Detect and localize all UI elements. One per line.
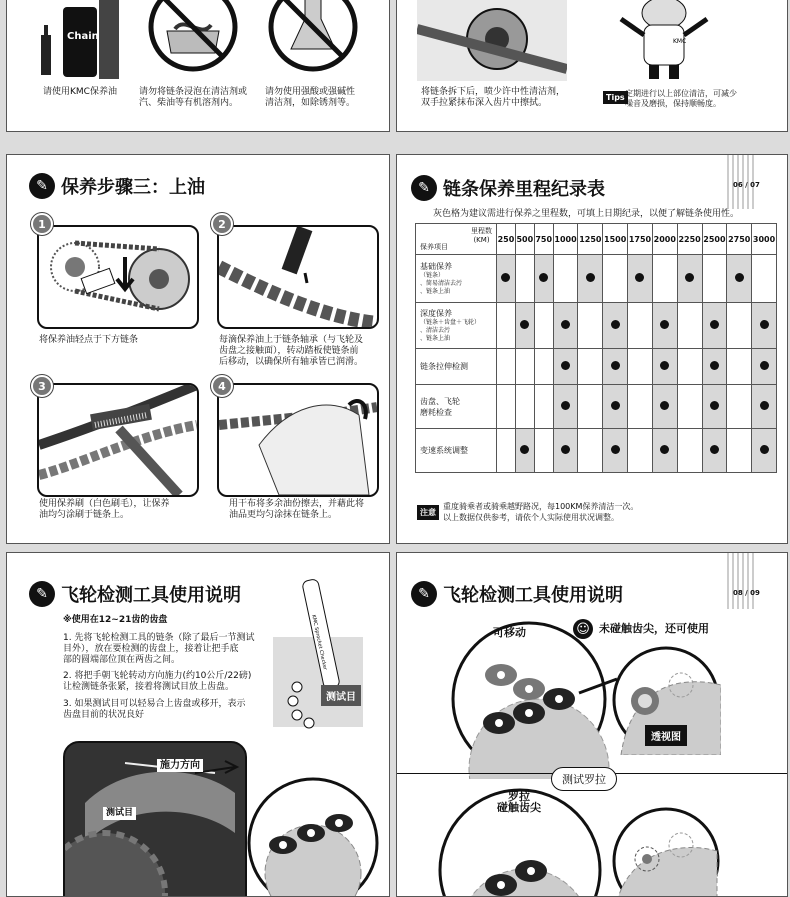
mileage-cell[interactable] bbox=[603, 385, 628, 429]
mileage-cell[interactable] bbox=[578, 303, 603, 349]
note-tag: 注意 bbox=[417, 505, 439, 520]
mileage-cell[interactable] bbox=[553, 349, 578, 385]
mileage-cell[interactable] bbox=[628, 385, 653, 429]
mascot-label: KMC bbox=[673, 38, 687, 45]
no-soak-icon bbox=[145, 0, 241, 75]
maintenance-item-name: 深度保养 bbox=[420, 309, 452, 318]
panel-tool-usage-right bbox=[396, 552, 788, 897]
tool-left-heading bbox=[29, 581, 241, 607]
maintenance-dot bbox=[635, 273, 644, 282]
mileage-cell[interactable] bbox=[603, 429, 628, 473]
note-text: 重度骑乘者或骑乘越野路况，每100KM保养清洁一次。 以上数据仅供参考，请依个人实际使用状况调整。 bbox=[443, 502, 639, 522]
step3-title: 保养步骤三：上油 bbox=[61, 177, 205, 198]
mileage-cell[interactable] bbox=[515, 385, 534, 429]
km-column-header: 2000 bbox=[652, 224, 677, 255]
mileage-cell[interactable] bbox=[497, 429, 516, 473]
step3-number: 3 bbox=[31, 375, 53, 397]
mileage-cell[interactable] bbox=[603, 303, 628, 349]
maintenance-item-name: 基础保养 bbox=[420, 262, 452, 271]
sprocket-checker-illustration bbox=[283, 579, 363, 729]
maintenance-dot bbox=[710, 320, 719, 329]
step4-number: 4 bbox=[211, 375, 233, 397]
mileage-cell[interactable] bbox=[534, 303, 553, 349]
instruction-2: 2. 将把手朝飞轮转动方向施力(约10公斤/22磅) 让检测链条张紧，接着将测试目放上齿盘。 bbox=[63, 671, 252, 692]
mileage-cell[interactable] bbox=[628, 349, 653, 385]
step2-number: 2 bbox=[211, 213, 233, 235]
mileage-heading bbox=[411, 175, 605, 201]
km-column-header: 1750 bbox=[628, 224, 653, 255]
mileage-subtitle: 灰色格为建议需进行保养之里程数，可填上日期纪录，以便了解链条使用性。 bbox=[433, 209, 740, 219]
table-row bbox=[416, 255, 777, 303]
step2-image bbox=[217, 225, 379, 329]
mileage-cell[interactable] bbox=[534, 349, 553, 385]
touch-perspective-illustration bbox=[611, 801, 721, 897]
mileage-cell[interactable] bbox=[727, 429, 752, 473]
mileage-cell[interactable] bbox=[534, 255, 553, 303]
mileage-cell[interactable] bbox=[603, 255, 628, 303]
wrench-icon: ✎ bbox=[29, 173, 55, 199]
maintenance-item-detail: （链条＋齿盘＋飞轮） 、清洁去污 、链条上油 bbox=[420, 319, 481, 342]
step4-image bbox=[217, 383, 379, 497]
no-acid-icon bbox=[265, 0, 361, 75]
maintenance-item-name: 变速系统调整 bbox=[420, 446, 468, 455]
step4-caption: 用干布将多余油份擦去，并藉此将 油品更均匀涂抹在链条上。 bbox=[229, 499, 365, 520]
mileage-cell[interactable] bbox=[752, 303, 777, 349]
maintenance-item bbox=[416, 255, 497, 303]
maintenance-dot bbox=[520, 320, 529, 329]
mileage-cell[interactable] bbox=[553, 255, 578, 303]
zoom-detail-illustration bbox=[243, 773, 383, 897]
maintenance-dot bbox=[685, 273, 694, 282]
panel-care-warnings bbox=[6, 0, 390, 132]
movable-circle-illustration bbox=[439, 619, 619, 779]
maintenance-dot bbox=[520, 445, 529, 454]
km-column-header: 1500 bbox=[603, 224, 628, 255]
mileage-cell[interactable] bbox=[677, 303, 702, 349]
bottle-label: Chain bbox=[67, 31, 99, 42]
mileage-cell[interactable] bbox=[752, 385, 777, 429]
mileage-cell[interactable] bbox=[677, 385, 702, 429]
maintenance-dot bbox=[611, 361, 620, 370]
sprocket-cleaning-illustration bbox=[417, 0, 567, 81]
maintenance-dot bbox=[660, 445, 669, 454]
mileage-cell[interactable] bbox=[702, 303, 727, 349]
mascot-illustration bbox=[609, 0, 719, 83]
mileage-cell[interactable] bbox=[677, 255, 702, 303]
km-header: 里程数 (KM) bbox=[471, 227, 492, 244]
step4-illustration bbox=[219, 385, 377, 495]
step1-number: 1 bbox=[31, 213, 53, 235]
maintenance-item-detail: （链条） 、简易清洁去污 、链条上油 bbox=[420, 272, 463, 295]
tool-note: ※使用在12~21齿的齿盘 bbox=[63, 615, 168, 625]
mileage-title: 链条保养里程纪录表 bbox=[443, 179, 605, 200]
mileage-cell[interactable] bbox=[752, 429, 777, 473]
step3-illustration bbox=[39, 385, 197, 495]
mileage-cell[interactable] bbox=[578, 429, 603, 473]
maintenance-dot bbox=[501, 273, 510, 282]
mileage-cell[interactable] bbox=[497, 255, 516, 303]
maintenance-dot bbox=[539, 273, 548, 282]
maintenance-item bbox=[416, 349, 497, 385]
mileage-cell[interactable] bbox=[628, 255, 653, 303]
smile-icon: ☺ bbox=[573, 619, 593, 639]
maintenance-dot bbox=[561, 320, 570, 329]
maintenance-dot bbox=[760, 445, 769, 454]
tool-right-title: 飞轮检测工具使用说明 bbox=[443, 585, 623, 606]
page-number: 08 / 09 bbox=[733, 589, 760, 597]
table-row bbox=[416, 349, 777, 385]
wrench-icon: ✎ bbox=[411, 581, 437, 607]
km-column-header: 2250 bbox=[677, 224, 702, 255]
label-perspective: 透视图 bbox=[645, 725, 687, 746]
km-column-header: 500 bbox=[515, 224, 534, 255]
maintenance-dot bbox=[611, 445, 620, 454]
mileage-cell[interactable] bbox=[534, 429, 553, 473]
mileage-cell[interactable] bbox=[628, 303, 653, 349]
maintenance-dot bbox=[586, 273, 595, 282]
mileage-cell[interactable] bbox=[652, 385, 677, 429]
mileage-cell[interactable] bbox=[702, 349, 727, 385]
maintenance-item bbox=[416, 385, 497, 429]
mileage-cell[interactable] bbox=[578, 385, 603, 429]
maintenance-item bbox=[416, 429, 497, 473]
mileage-cell[interactable] bbox=[497, 303, 516, 349]
item-header: 保养项目 bbox=[420, 243, 448, 251]
maintenance-dot bbox=[561, 401, 570, 410]
panel-cleaning-tips bbox=[396, 0, 788, 132]
panel-tool-usage-left bbox=[6, 552, 390, 897]
table-row bbox=[416, 385, 777, 429]
maintenance-dot bbox=[710, 401, 719, 410]
maintenance-dot bbox=[760, 401, 769, 410]
mileage-cell[interactable] bbox=[702, 255, 727, 303]
panel-mileage-record bbox=[396, 154, 788, 544]
mileage-cell[interactable] bbox=[515, 255, 534, 303]
panel-step3-oiling bbox=[6, 154, 390, 544]
step3-heading bbox=[29, 173, 205, 199]
mileage-cell[interactable] bbox=[578, 349, 603, 385]
mileage-cell[interactable] bbox=[652, 255, 677, 303]
mileage-table bbox=[415, 223, 777, 473]
km-column-header: 3000 bbox=[752, 224, 777, 255]
label-roller-touch: 罗拉 碰触齿尖 bbox=[497, 790, 541, 814]
maintenance-dot bbox=[735, 273, 744, 282]
mileage-cell[interactable] bbox=[497, 385, 516, 429]
mileage-cell[interactable] bbox=[702, 385, 727, 429]
label-still-usable: 未碰触齿尖，还可使用 bbox=[599, 622, 709, 635]
mileage-cell[interactable] bbox=[752, 255, 777, 303]
tool-right-heading bbox=[411, 581, 623, 607]
wrench-icon: ✎ bbox=[411, 175, 437, 201]
caption-clean-sprocket: 将链条拆下后，喷少许中性清洁剂， 双手拉紧抹布深入齿片中擦拭。 bbox=[421, 87, 566, 108]
maintenance-dot bbox=[611, 401, 620, 410]
wrench-icon: ✎ bbox=[29, 581, 55, 607]
maintenance-item bbox=[416, 303, 497, 349]
maintenance-dot bbox=[760, 320, 769, 329]
step3-caption: 使用保养刷（白色刷毛），让保养 油均匀涂刷于链条上。 bbox=[39, 499, 170, 520]
mileage-cell[interactable] bbox=[603, 349, 628, 385]
caption-no-acid: 请勿使用强酸或强碱性 清洁剂，如除锈剂等。 bbox=[265, 87, 356, 108]
mileage-cell[interactable] bbox=[677, 429, 702, 473]
mileage-cell[interactable] bbox=[515, 303, 534, 349]
mileage-cell[interactable] bbox=[578, 255, 603, 303]
km-column-header: 1250 bbox=[578, 224, 603, 255]
maintenance-dot bbox=[611, 320, 620, 329]
mileage-cell[interactable] bbox=[652, 429, 677, 473]
mileage-cell[interactable] bbox=[553, 303, 578, 349]
mileage-cell[interactable] bbox=[628, 429, 653, 473]
mileage-cell[interactable] bbox=[515, 349, 534, 385]
mileage-cell[interactable] bbox=[727, 385, 752, 429]
mileage-cell[interactable] bbox=[727, 303, 752, 349]
label-test-roller: 测试罗拉 bbox=[551, 767, 617, 791]
km-column-header: 750 bbox=[534, 224, 553, 255]
step1-illustration bbox=[39, 227, 197, 327]
maintenance-dot bbox=[561, 361, 570, 370]
mileage-cell[interactable] bbox=[553, 385, 578, 429]
maintenance-dot bbox=[660, 361, 669, 370]
tool-photo-illustration bbox=[65, 743, 245, 897]
oil-bottle-illustration bbox=[37, 0, 127, 79]
mileage-cell[interactable] bbox=[652, 303, 677, 349]
maintenance-item-name: 链条拉伸检测 bbox=[420, 362, 468, 371]
km-column-header: 1000 bbox=[553, 224, 578, 255]
mileage-cell[interactable] bbox=[515, 429, 534, 473]
page-decoration bbox=[727, 552, 757, 609]
maintenance-dot bbox=[660, 320, 669, 329]
maintenance-dot bbox=[710, 361, 719, 370]
mileage-cell[interactable] bbox=[702, 429, 727, 473]
maintenance-dot bbox=[710, 445, 719, 454]
step1-image bbox=[37, 225, 199, 329]
km-column-header: 2500 bbox=[702, 224, 727, 255]
step2-illustration bbox=[219, 227, 377, 327]
label-test-target: 测试目 bbox=[103, 807, 136, 820]
table-corner-header bbox=[416, 224, 497, 255]
step1-caption: 将保养油轻点于下方链条 bbox=[39, 335, 139, 345]
tool-test-tag: 测试目 bbox=[321, 685, 361, 706]
km-column-header: 2750 bbox=[727, 224, 752, 255]
label-force-direction: 施力方向 bbox=[157, 759, 203, 772]
caption-use-kmc-oil: 请使用KMC保养油 bbox=[43, 87, 117, 97]
mileage-cell[interactable] bbox=[553, 429, 578, 473]
maintenance-dot bbox=[760, 361, 769, 370]
instruction-3: 3. 如果测试目可以轻易合上齿盘或移开，表示 齿盘目前的状况良好 bbox=[63, 699, 246, 720]
mileage-cell[interactable] bbox=[652, 349, 677, 385]
km-column-header: 250 bbox=[497, 224, 516, 255]
mileage-cell[interactable] bbox=[752, 349, 777, 385]
mileage-cell[interactable] bbox=[497, 349, 516, 385]
page-number: 06 / 07 bbox=[733, 181, 760, 189]
step3-image bbox=[37, 383, 199, 497]
table-row bbox=[416, 303, 777, 349]
mileage-cell[interactable] bbox=[727, 349, 752, 385]
instruction-1: 1. 先将飞轮检测工具的链条（除了最后一节测试 目外），放在要检测的齿盘上，接着让把手底 部的圆端部位顶在两齿之间。 bbox=[63, 633, 255, 665]
caption-no-soak: 请勿将链条浸泡在清洁剂或 汽、柴油等有机溶剂内。 bbox=[139, 87, 248, 108]
mileage-cell[interactable] bbox=[727, 255, 752, 303]
tips-text: 定期进行以上部位清洁，可减少 噪音及磨损，保持顺畅度。 bbox=[625, 89, 737, 108]
mileage-cell[interactable] bbox=[677, 349, 702, 385]
label-movable: 可移动 bbox=[493, 626, 526, 639]
step2-caption: 每滴保养油上于链条轴承（与飞轮及 齿盘之接触面），转动踏板使链条前 后移动，以确保所有轴承皆已润滑。 bbox=[219, 335, 364, 367]
tool-photo bbox=[63, 741, 247, 897]
tool-brand: KMC Sprocket Checker bbox=[310, 614, 328, 671]
maintenance-dot bbox=[561, 445, 570, 454]
table-row bbox=[416, 429, 777, 473]
mileage-cell[interactable] bbox=[534, 385, 553, 429]
tool-left-title: 飞轮检测工具使用说明 bbox=[61, 585, 241, 606]
maintenance-dot bbox=[660, 401, 669, 410]
tips-tag: Tips bbox=[603, 91, 628, 104]
maintenance-item-name: 齿盘、飞轮 磨耗检查 bbox=[420, 396, 460, 417]
